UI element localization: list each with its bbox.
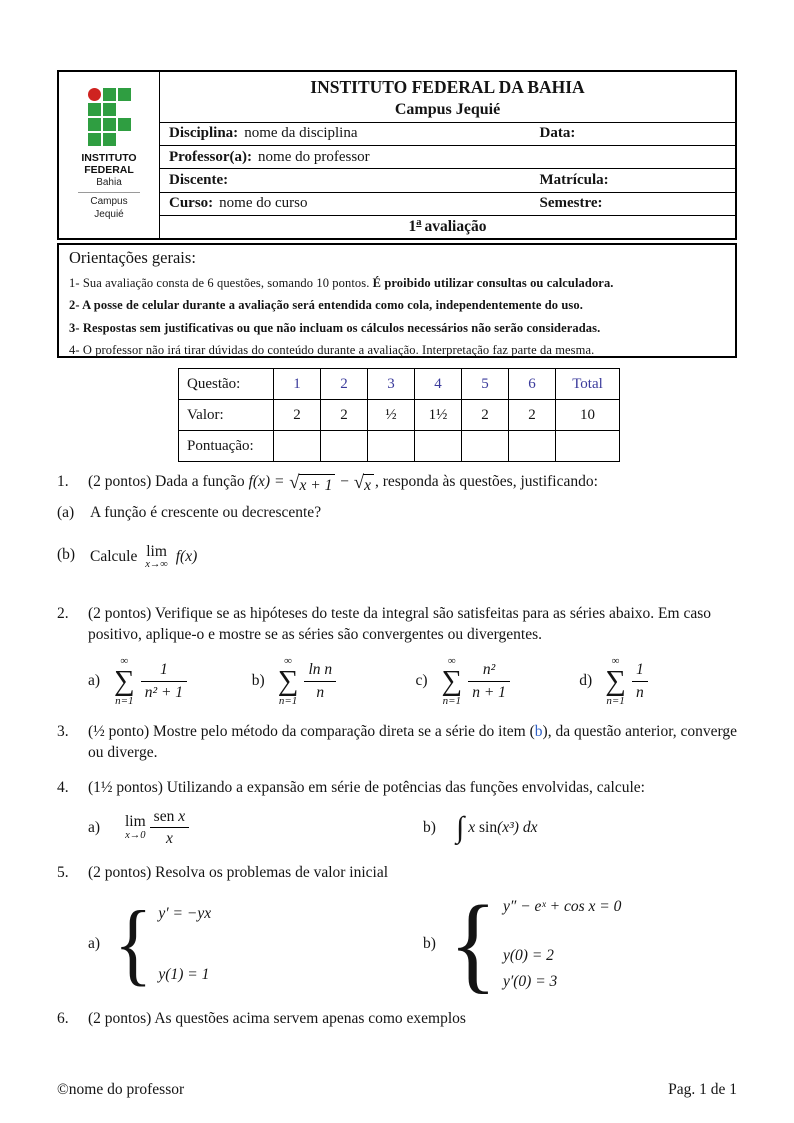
logo-institution-name: [81, 153, 136, 176]
fraction: [304, 660, 336, 702]
infinity-icon: ∞: [611, 654, 620, 667]
professor-label: Professor(a):: [169, 148, 253, 165]
lim-word: lim: [146, 542, 167, 560]
question-5: [57, 862, 743, 883]
score-valor-1: 2: [274, 400, 321, 431]
instruction-3-bold: 3- Respostas sem justificativas ou que não incluam os cálculos necessários não serão consideradas.: [69, 320, 601, 335]
sigma-icon: ∑: [605, 664, 626, 697]
infinity-icon: ∞: [120, 654, 129, 667]
score-q5-link[interactable]: 5: [462, 369, 509, 400]
sum-lower-bound: n=1: [442, 694, 462, 707]
series-d-label: d): [579, 672, 593, 690]
data-label: Data:: [539, 125, 576, 142]
row-disciplina: [160, 122, 735, 145]
sen-argument: x: [178, 807, 186, 825]
lim-word: lim: [125, 813, 146, 831]
fraction-denominator: n + 1: [472, 683, 506, 701]
fraction: [141, 660, 187, 702]
fraction-denominator: n² + 1: [144, 683, 184, 701]
semestre-label: Semestre:: [539, 195, 603, 212]
question-5a-label: a): [88, 935, 101, 953]
system-equations: [158, 903, 211, 986]
instruction-1-bold: É proibido utilizar consultas ou calculadora.: [372, 275, 614, 290]
instruction-4-plain: 4- O professor não irá tirar dúvidas do conteúdo durante a avaliação. Interpretação faz parte da mesma.: [69, 343, 595, 357]
question-3-post: ), da questão anterior, converge ou diverge.: [88, 722, 738, 761]
disciplina-label: Disciplina:: [169, 125, 239, 142]
question-5-points: (2 pontos): [88, 864, 152, 882]
fraction-numerator: [150, 807, 189, 828]
sin-argument: (x³): [497, 818, 519, 836]
score-row-questao: [179, 369, 620, 400]
sum-lower-bound: n=1: [606, 694, 625, 707]
institution-title: INSTITUTO FEDERAL DA BAHIA: [310, 77, 585, 97]
question-2-body: Verifique se as hipóteses do teste da integral são satisfeitas para as séries abaixo. Em caso positivo, aplique-o e mostre se as séries são convergentes ou divergentes.: [88, 604, 711, 644]
q1-radicand-1: x + 1: [299, 474, 336, 496]
logo-campus: [90, 196, 127, 221]
logo-name-line2: FEDERAL: [84, 163, 134, 176]
sum-lower-bound: n=1: [115, 694, 134, 707]
sqrt-expression: [354, 474, 374, 496]
fraction-numerator: 1: [632, 660, 648, 681]
score-valor-total: 10: [556, 400, 620, 431]
question-4b-label: b): [423, 818, 436, 836]
sum-lower-bound: n=1: [278, 694, 298, 707]
score-valor-6: 2: [509, 400, 556, 431]
differential-dx: dx: [522, 818, 538, 836]
question-6: [57, 1008, 743, 1029]
curso-value: nome do curso: [219, 195, 308, 212]
question-4-parts: [88, 807, 743, 849]
questions-list: [57, 471, 743, 1029]
fraction: [632, 660, 648, 702]
score-q3-link[interactable]: 3: [368, 369, 415, 400]
question-1-lead: Dada a função: [155, 473, 245, 490]
score-pontuacao-2: [321, 431, 368, 462]
question-1-number: 1.: [57, 473, 69, 490]
instructions-title: Orientações gerais:: [69, 248, 196, 267]
question-1: [57, 471, 743, 496]
limit-operator: [125, 814, 146, 841]
equation-line: y″ − eˣ + cos x = 0: [503, 897, 622, 915]
question-5-parts: [88, 883, 743, 1004]
fraction-numerator: 1: [141, 660, 187, 681]
exam-title: [160, 215, 735, 238]
question-2: [57, 603, 743, 646]
series-item-d: [579, 656, 743, 707]
row-discente: [160, 168, 735, 191]
score-q4-link[interactable]: 4: [415, 369, 462, 400]
question-2-points: (2 pontos): [88, 604, 152, 622]
score-q2-link[interactable]: 2: [321, 369, 368, 400]
sum-operator: [278, 656, 299, 707]
question-4a: [88, 807, 423, 849]
logo-campus-word: Campus: [90, 196, 128, 208]
instruction-item-2: [69, 298, 725, 313]
item-b-reference-link[interactable]: b: [534, 722, 543, 740]
question-3-number: 3.: [57, 722, 69, 740]
curso-label: Curso:: [169, 195, 214, 212]
question-3-points: (½ ponto): [88, 722, 150, 740]
lim-subscript: x→0: [125, 829, 146, 841]
question-3-text: [88, 721, 743, 764]
logo-state: Bahia: [96, 177, 122, 189]
fraction-denominator: n: [635, 683, 644, 701]
exam-title-ordinal: a: [416, 216, 422, 228]
series-item-a: [88, 656, 252, 707]
instructions-box: [57, 243, 737, 358]
score-total-link[interactable]: Total: [556, 369, 620, 400]
fraction-denominator: x: [165, 830, 173, 848]
question-5a-system: a) { y′ = −yx y(1) = 1: [88, 893, 212, 995]
score-valor-2: 2: [321, 400, 368, 431]
instruction-item-3: [69, 321, 725, 336]
logo-name-line1: INSTITUTO: [81, 152, 137, 164]
question-1-text: [88, 471, 743, 496]
footer-page-number: Pag. 1 de 1: [668, 1081, 737, 1098]
score-valor-label: Valor:: [179, 400, 274, 431]
series-item-c: [416, 656, 580, 707]
radical-icon: √: [353, 472, 365, 493]
q1-function-lhs: f(x) =: [248, 473, 285, 490]
question-3-pre: Mostre pelo método da comparação direta se a série do item (: [153, 722, 535, 740]
lim-subscript: x→∞: [145, 559, 168, 571]
question-2-text: [88, 603, 743, 646]
series-b-label: b): [251, 672, 265, 690]
score-pontuacao-5: [462, 431, 509, 462]
equation-line: y′(0) = 3: [503, 972, 558, 990]
instruction-item-1: [69, 276, 725, 291]
logo-divider: [78, 192, 140, 193]
integrand-x: x: [468, 818, 476, 836]
question-3: [57, 721, 743, 764]
header-right-panel: [160, 72, 735, 238]
discente-label: Discente:: [169, 171, 229, 188]
score-valor-5: 2: [462, 400, 509, 431]
radical-icon: √: [289, 472, 300, 493]
question-6-text: [88, 1008, 743, 1029]
matricula-label: Matrícula:: [539, 171, 609, 188]
fraction-denominator: n: [316, 683, 325, 701]
integrand: [468, 817, 537, 838]
question-4: [57, 777, 743, 798]
sen-function: sen: [153, 807, 175, 825]
equation-line: y′ = −yx: [158, 904, 212, 922]
exam-title-text: avaliação: [424, 217, 487, 235]
question-4a-label: a): [88, 818, 101, 836]
question-4-number: 4.: [57, 779, 69, 797]
professor-value: nome do professor: [258, 148, 370, 165]
fraction: [468, 660, 510, 702]
question-1a-label: (a): [57, 504, 75, 522]
question-4-text: [88, 777, 743, 798]
question-1b-label: (b): [57, 545, 76, 563]
q1b-verb: Calcule: [90, 547, 138, 565]
score-pontuacao-3: [368, 431, 415, 462]
q1b-expression: f(x): [175, 547, 198, 565]
equation-line: y(0) = 2: [503, 947, 554, 965]
series-c-label: c): [415, 672, 428, 690]
score-pontuacao-label: Pontuação:: [179, 431, 274, 462]
question-4-body: Utilizando a expansão em série de potências das funções envolvidas, calcule:: [166, 779, 645, 797]
sum-operator: [605, 656, 626, 707]
question-1-tail: , responda às questões, justificando:: [374, 473, 598, 490]
question-5b-label: b): [423, 935, 436, 953]
sum-operator: [114, 656, 135, 707]
score-pontuacao-total: [556, 431, 620, 462]
logo-campus-name: Jequié: [94, 208, 124, 220]
question-4-points: (1½ pontos): [88, 779, 163, 797]
disciplina-value: nome da disciplina: [244, 125, 358, 142]
ifba-logo: [59, 72, 160, 238]
header-table: [57, 70, 737, 240]
system-equations: [503, 896, 621, 992]
score-pontuacao-6: [509, 431, 556, 462]
score-pontuacao-1: [274, 431, 321, 462]
instruction-item-4: [69, 343, 725, 358]
ifba-logo-icon: [88, 88, 131, 146]
equation-line: y(1) = 1: [158, 965, 210, 983]
question-6-points: (2 pontos): [88, 1009, 152, 1027]
fraction-numerator: n²: [468, 660, 510, 681]
footer-copyright: ©nome do professor: [57, 1081, 185, 1098]
sqrt-expression: [289, 474, 335, 496]
question-1-points: (2 pontos): [88, 473, 152, 490]
infinity-icon: ∞: [447, 654, 456, 667]
question-5b-system: b) { y″ − eˣ + cos x = 0 y(0) = 2 y′(0) = 3: [423, 883, 622, 1004]
sin-function: sin: [478, 818, 498, 836]
score-row-valor: [179, 400, 620, 431]
question-2-number: 2.: [57, 604, 69, 622]
question-5-body: Resolva os problemas de valor inicial: [155, 864, 389, 882]
instruction-1-plain: 1- Sua avaliação consta de 6 questões, somando 10 pontos.: [69, 275, 373, 290]
score-questao-label: Questão:: [179, 369, 274, 400]
question-5-text: [88, 862, 743, 883]
question-1a-text: A função é crescente ou decrescente?: [90, 504, 322, 522]
score-row-pontuacao: [179, 431, 620, 462]
score-valor-4: 1½: [415, 400, 462, 431]
row-curso: [160, 192, 735, 215]
score-q6-link[interactable]: 6: [509, 369, 556, 400]
fraction: [150, 807, 189, 849]
page-footer: [57, 1081, 737, 1099]
series-item-b: [252, 656, 416, 707]
sum-operator: [442, 656, 463, 707]
score-q1-link[interactable]: 1: [274, 369, 321, 400]
score-table: [178, 368, 620, 462]
question-4b: b) ∫ x sin(x³) dx: [423, 810, 538, 844]
header-titles: [160, 72, 735, 122]
exam-title-number: 1: [408, 217, 417, 235]
score-valor-3: ½: [368, 400, 415, 431]
question-2-series-row: [88, 656, 743, 707]
score-pontuacao-4: [415, 431, 462, 462]
question-6-body: As questões acima servem apenas como exemplos: [154, 1009, 466, 1027]
q1-radicand-2: x: [363, 474, 374, 496]
limit-operator: [145, 544, 168, 571]
sigma-icon: ∑: [114, 664, 135, 697]
campus-title: Campus Jequié: [394, 101, 501, 118]
question-5-number: 5.: [57, 864, 69, 882]
question-1a: [57, 502, 743, 523]
row-professor: [160, 145, 735, 168]
minus-sign: −: [340, 473, 349, 490]
instruction-2-bold: 2- A posse de celular durante a avaliação será entendida como cola, independentemente do uso.: [69, 298, 583, 312]
question-6-number: 6.: [57, 1009, 69, 1027]
question-1b: [57, 544, 743, 571]
infinity-icon: ∞: [284, 654, 293, 667]
series-a-label: a): [88, 672, 101, 690]
fraction-numerator: ln n: [304, 660, 336, 681]
question-1b-text: [90, 544, 197, 571]
sigma-icon: ∑: [441, 664, 463, 697]
sigma-icon: ∑: [277, 664, 299, 697]
